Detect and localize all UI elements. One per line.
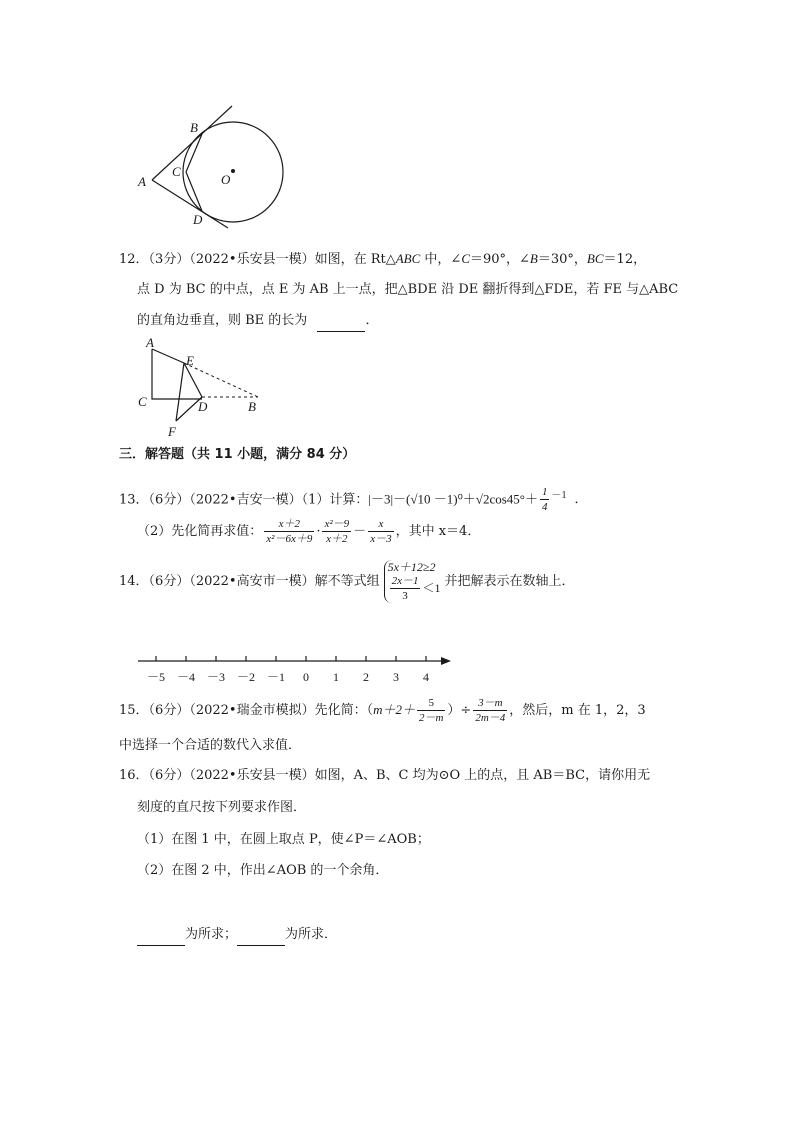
label-o: O: [221, 172, 231, 187]
q16-item2: （2）在图 2 中，作出∠AOB 的一个余角．: [137, 863, 389, 878]
number-line-tick-label: 0: [303, 670, 309, 684]
segment-eb-dashed: [184, 363, 258, 397]
triangle-acd: [152, 349, 202, 399]
label-c: C: [138, 394, 147, 409]
q13-fraction-1: [264, 517, 314, 546]
center-point-o: [231, 169, 235, 173]
q13-end: ．: [574, 492, 588, 508]
q15-fraction-2: [473, 696, 507, 725]
q13-fraction-2: [322, 517, 351, 546]
segment-ef: [176, 363, 184, 421]
number-line-tick-label: －2: [236, 670, 256, 684]
q12-side-bc: BC: [586, 251, 604, 266]
number-line-tick-label: －1: [266, 670, 286, 684]
q13-expression: |－3|－(√10 －1)⁰＋√2cos45°＋: [368, 491, 538, 507]
q15-line1: [119, 692, 646, 728]
number-line-tick-label: 4: [423, 670, 429, 684]
figure-q11: [130, 100, 300, 235]
q14-ineq2-num: 2x－1: [391, 575, 419, 587]
q12-end: ．: [365, 313, 379, 328]
q13-dot: ·: [316, 524, 321, 539]
q12-mid2: ＝90°，∠: [469, 252, 530, 267]
q15-close: ）÷: [447, 703, 472, 718]
number-line-arrow-icon: [441, 657, 451, 665]
figure-q12: [134, 333, 274, 441]
number-line-tick-label: －3: [206, 670, 226, 684]
q16-answer-b: 为所求．: [285, 927, 338, 942]
q12-line3: [137, 311, 378, 332]
q14-prefix: 14．（6分）（2022•高安市一模）解不等式组: [119, 574, 380, 589]
q16-answer-a: 为所求；: [185, 927, 238, 942]
q12-angle-c: C: [461, 251, 470, 266]
q15-g-num: 3－m: [473, 696, 507, 711]
q15-g-den: 2m－4: [475, 712, 506, 724]
q15-suffix: ，然后，m 在 1，2，3: [509, 703, 646, 718]
q12-line2: 点 D 为 BC 的中点，点 E 为 AB 上一点，把△BDE 沿 DE 翻折得到△FDE，若 FE 与△ABC: [137, 282, 679, 297]
label-b: B: [190, 120, 198, 135]
segment-ed: [184, 363, 202, 397]
q13-line2: [137, 515, 480, 549]
chord-bc: [186, 134, 202, 172]
q13-part2-suffix: ，其中 x＝4．: [395, 524, 481, 539]
q13-minus: －: [353, 524, 367, 539]
q13-prefix: 13．（6分）（2022•吉安一模）（1）计算：: [119, 492, 369, 508]
q14-line: [119, 556, 575, 608]
q14-ineq2-den: 3: [402, 590, 408, 602]
label-f: F: [168, 424, 176, 439]
q16-item1: （1）在图 1 中，在圆上取点 P，使∠P＝∠AOB；: [137, 832, 430, 847]
q12-prefix: 12．（3分）（2022•乐安县一模）如图，在 Rt△: [119, 252, 396, 267]
number-line-tick-label: －5: [146, 670, 166, 684]
label-c: C: [172, 164, 181, 179]
q12-triangle-name: ABC: [395, 251, 421, 266]
number-line-tick-label: 3: [393, 670, 399, 684]
q13-f3-den: x－3: [370, 533, 392, 545]
q12-question-text: 的直角边垂直，则 BE 的长为: [137, 313, 308, 328]
q12-angle-b: B: [529, 251, 538, 266]
q15-f-num: 5: [417, 696, 445, 711]
q16-answer-blank-2[interactable]: [237, 925, 285, 946]
q13-power: －1: [551, 490, 567, 501]
q15-prefix: 15．（6分）（2022•瑞金市模拟）先化简：（: [119, 703, 374, 718]
q14-suffix: 并把解表示在数轴上．: [444, 574, 575, 589]
label-d: D: [193, 212, 203, 227]
q15-m-expr: m＋2＋: [373, 702, 415, 717]
q16-answer-line: [137, 925, 337, 946]
number-line-tick-label: 1: [333, 670, 339, 684]
q14-ineq2: [388, 574, 441, 603]
q13-f3-num: x: [368, 517, 393, 532]
tangent-line-ad: [152, 180, 228, 228]
q14-ineq1: 5x＋12≥2: [387, 560, 436, 574]
q13-f1-num: x＋2: [264, 517, 314, 532]
q13-f2-den: x＋2: [326, 533, 348, 545]
q13-line1: [119, 483, 588, 514]
q15-f-den: 2－m: [418, 712, 444, 724]
q12-mid4: ＝12，: [603, 252, 647, 267]
q12-answer-blank[interactable]: [317, 311, 365, 332]
q14-ineq2-frac: [390, 574, 421, 603]
q13-f1-den: x²－6x＋9: [266, 533, 313, 545]
section-three-title: 三．解答题（共 11 小题，满分 84 分）: [119, 447, 356, 462]
label-a: A: [146, 335, 154, 350]
q15-line2: 中选择一个合适的数代入求值．: [119, 738, 302, 753]
q12-line1: [119, 249, 646, 270]
chord-cd: [186, 172, 202, 211]
label-d: D: [198, 399, 208, 414]
number-line-tick-label: －4: [176, 670, 196, 684]
number-line: [136, 650, 456, 690]
number-line-tick-label: 2: [363, 670, 369, 684]
label-e: E: [186, 353, 194, 368]
label-b: B: [248, 399, 256, 414]
q16-answer-blank-1[interactable]: [137, 925, 185, 946]
q13-fraction-3: [368, 517, 393, 546]
q12-mid1: 中，∠: [420, 252, 462, 267]
q13-frac-num: 1: [541, 486, 548, 499]
segment-ae: [152, 349, 184, 363]
q13-frac-den: 4: [541, 501, 548, 514]
tangent-line-ab: [152, 106, 232, 180]
label-a: A: [138, 174, 146, 189]
q13-f2-num: x²－9: [324, 518, 350, 530]
q16-line2: 刻度的直尺按下列要求作图．: [137, 800, 307, 815]
q13-fraction: [540, 485, 550, 514]
q16-line1: 16．（6分）（2022•乐安县一模）如图，A、B、C 均为⊙O 上的点，且 AB＝BC，请你用无: [119, 768, 651, 783]
q15-fraction-1: [417, 696, 445, 725]
q14-ineq2-rel: ＜1: [422, 581, 441, 595]
q12-mid3: ＝30°，: [537, 252, 587, 267]
q14-system: [384, 560, 441, 603]
q13-part2-prefix: （2）先化简再求值：: [137, 524, 263, 539]
